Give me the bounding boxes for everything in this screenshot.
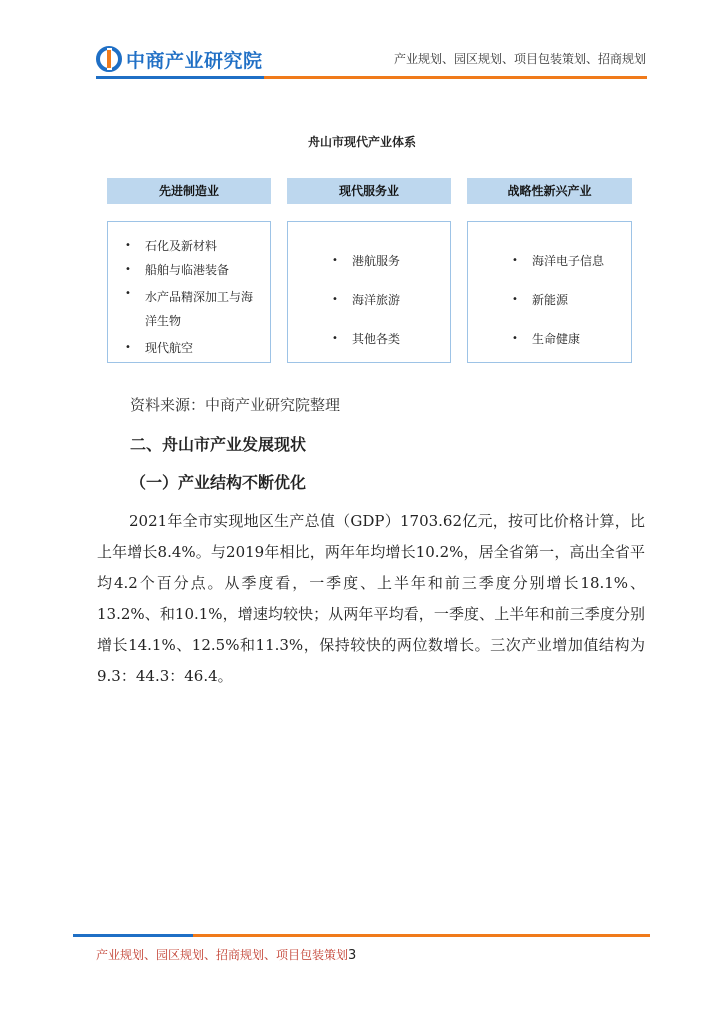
column-box-emerging	[467, 221, 632, 363]
list-item: • 石化及新材料	[125, 239, 218, 253]
list-item: • 现代航空	[125, 341, 194, 355]
list-item: • 其他各类	[332, 332, 401, 346]
column-box-manufacturing	[107, 221, 271, 363]
bullet-icon: •	[125, 342, 131, 353]
sub-heading: （一）产业结构不断优化	[130, 473, 307, 492]
bullet-icon: •	[332, 333, 338, 344]
header-divider-blue	[96, 76, 264, 79]
bullet-icon: •	[332, 294, 338, 305]
list-item: • 船舶与临港装备	[125, 263, 230, 277]
bullet-icon: •	[332, 255, 338, 266]
list-item: • 海洋旅游	[332, 293, 401, 307]
item-list	[332, 252, 400, 369]
footer-divider-blue	[73, 934, 193, 937]
list-item: • 水产品精深加工与海洋生物	[125, 285, 257, 333]
bullet-icon: •	[512, 255, 518, 266]
footer-text: 产业规划、园区规划、招商规划、项目包装策划	[96, 948, 349, 962]
list-item: • 生命健康	[512, 332, 581, 346]
page-number: 3	[348, 948, 357, 963]
source-note: 资料来源：中商产业研究院整理	[130, 396, 341, 414]
body-paragraph: 2021年全市实现地区生产总值（GDP）1703.62亿元，按可比价格计算，比上年增长8.4%。与2019年相比，两年年均增长10.2%，居全省第一，高出全省平均4.2个百分点。从季度看，一季度、上半年和前三季度分别增长18.1%、13.2%、和10.1%，增速均较快；从两年平均看，一季度、上半年和前三季度分别增长14.1%、12.5%和11.3%，保持较快的两位数增长。三次产业增加值结构为9.3：44.3：46.4。	[97, 512, 645, 685]
diagram-title: 舟山市现代产业体系	[307, 135, 416, 149]
bullet-icon: •	[125, 264, 131, 275]
list-item: • 港航服务	[332, 254, 401, 268]
footer	[96, 946, 356, 963]
column-heading-services: 现代服务业	[287, 178, 451, 204]
logo-text: 中商产业研究院	[126, 49, 263, 72]
bullet-icon: •	[512, 294, 518, 305]
logo-icon	[96, 46, 122, 72]
company-logo	[96, 44, 263, 74]
column-heading-manufacturing: 先进制造业	[107, 178, 271, 204]
list-item: • 海洋电子信息	[512, 254, 605, 268]
list-item: • 新能源	[512, 293, 569, 307]
section-heading: 二、舟山市产业发展现状	[130, 435, 307, 454]
bullet-icon: •	[512, 333, 518, 344]
bullet-icon: •	[125, 288, 131, 299]
bullet-icon: •	[125, 240, 131, 251]
header-divider-orange	[264, 76, 647, 79]
column-heading-emerging: 战略性新兴产业	[467, 178, 632, 204]
item-list	[512, 252, 604, 369]
header-tagline: 产业规划、园区规划、项目包装策划、招商规划	[393, 52, 646, 66]
column-box-services	[287, 221, 451, 363]
item-list	[125, 237, 257, 363]
footer-divider-orange	[193, 934, 650, 937]
